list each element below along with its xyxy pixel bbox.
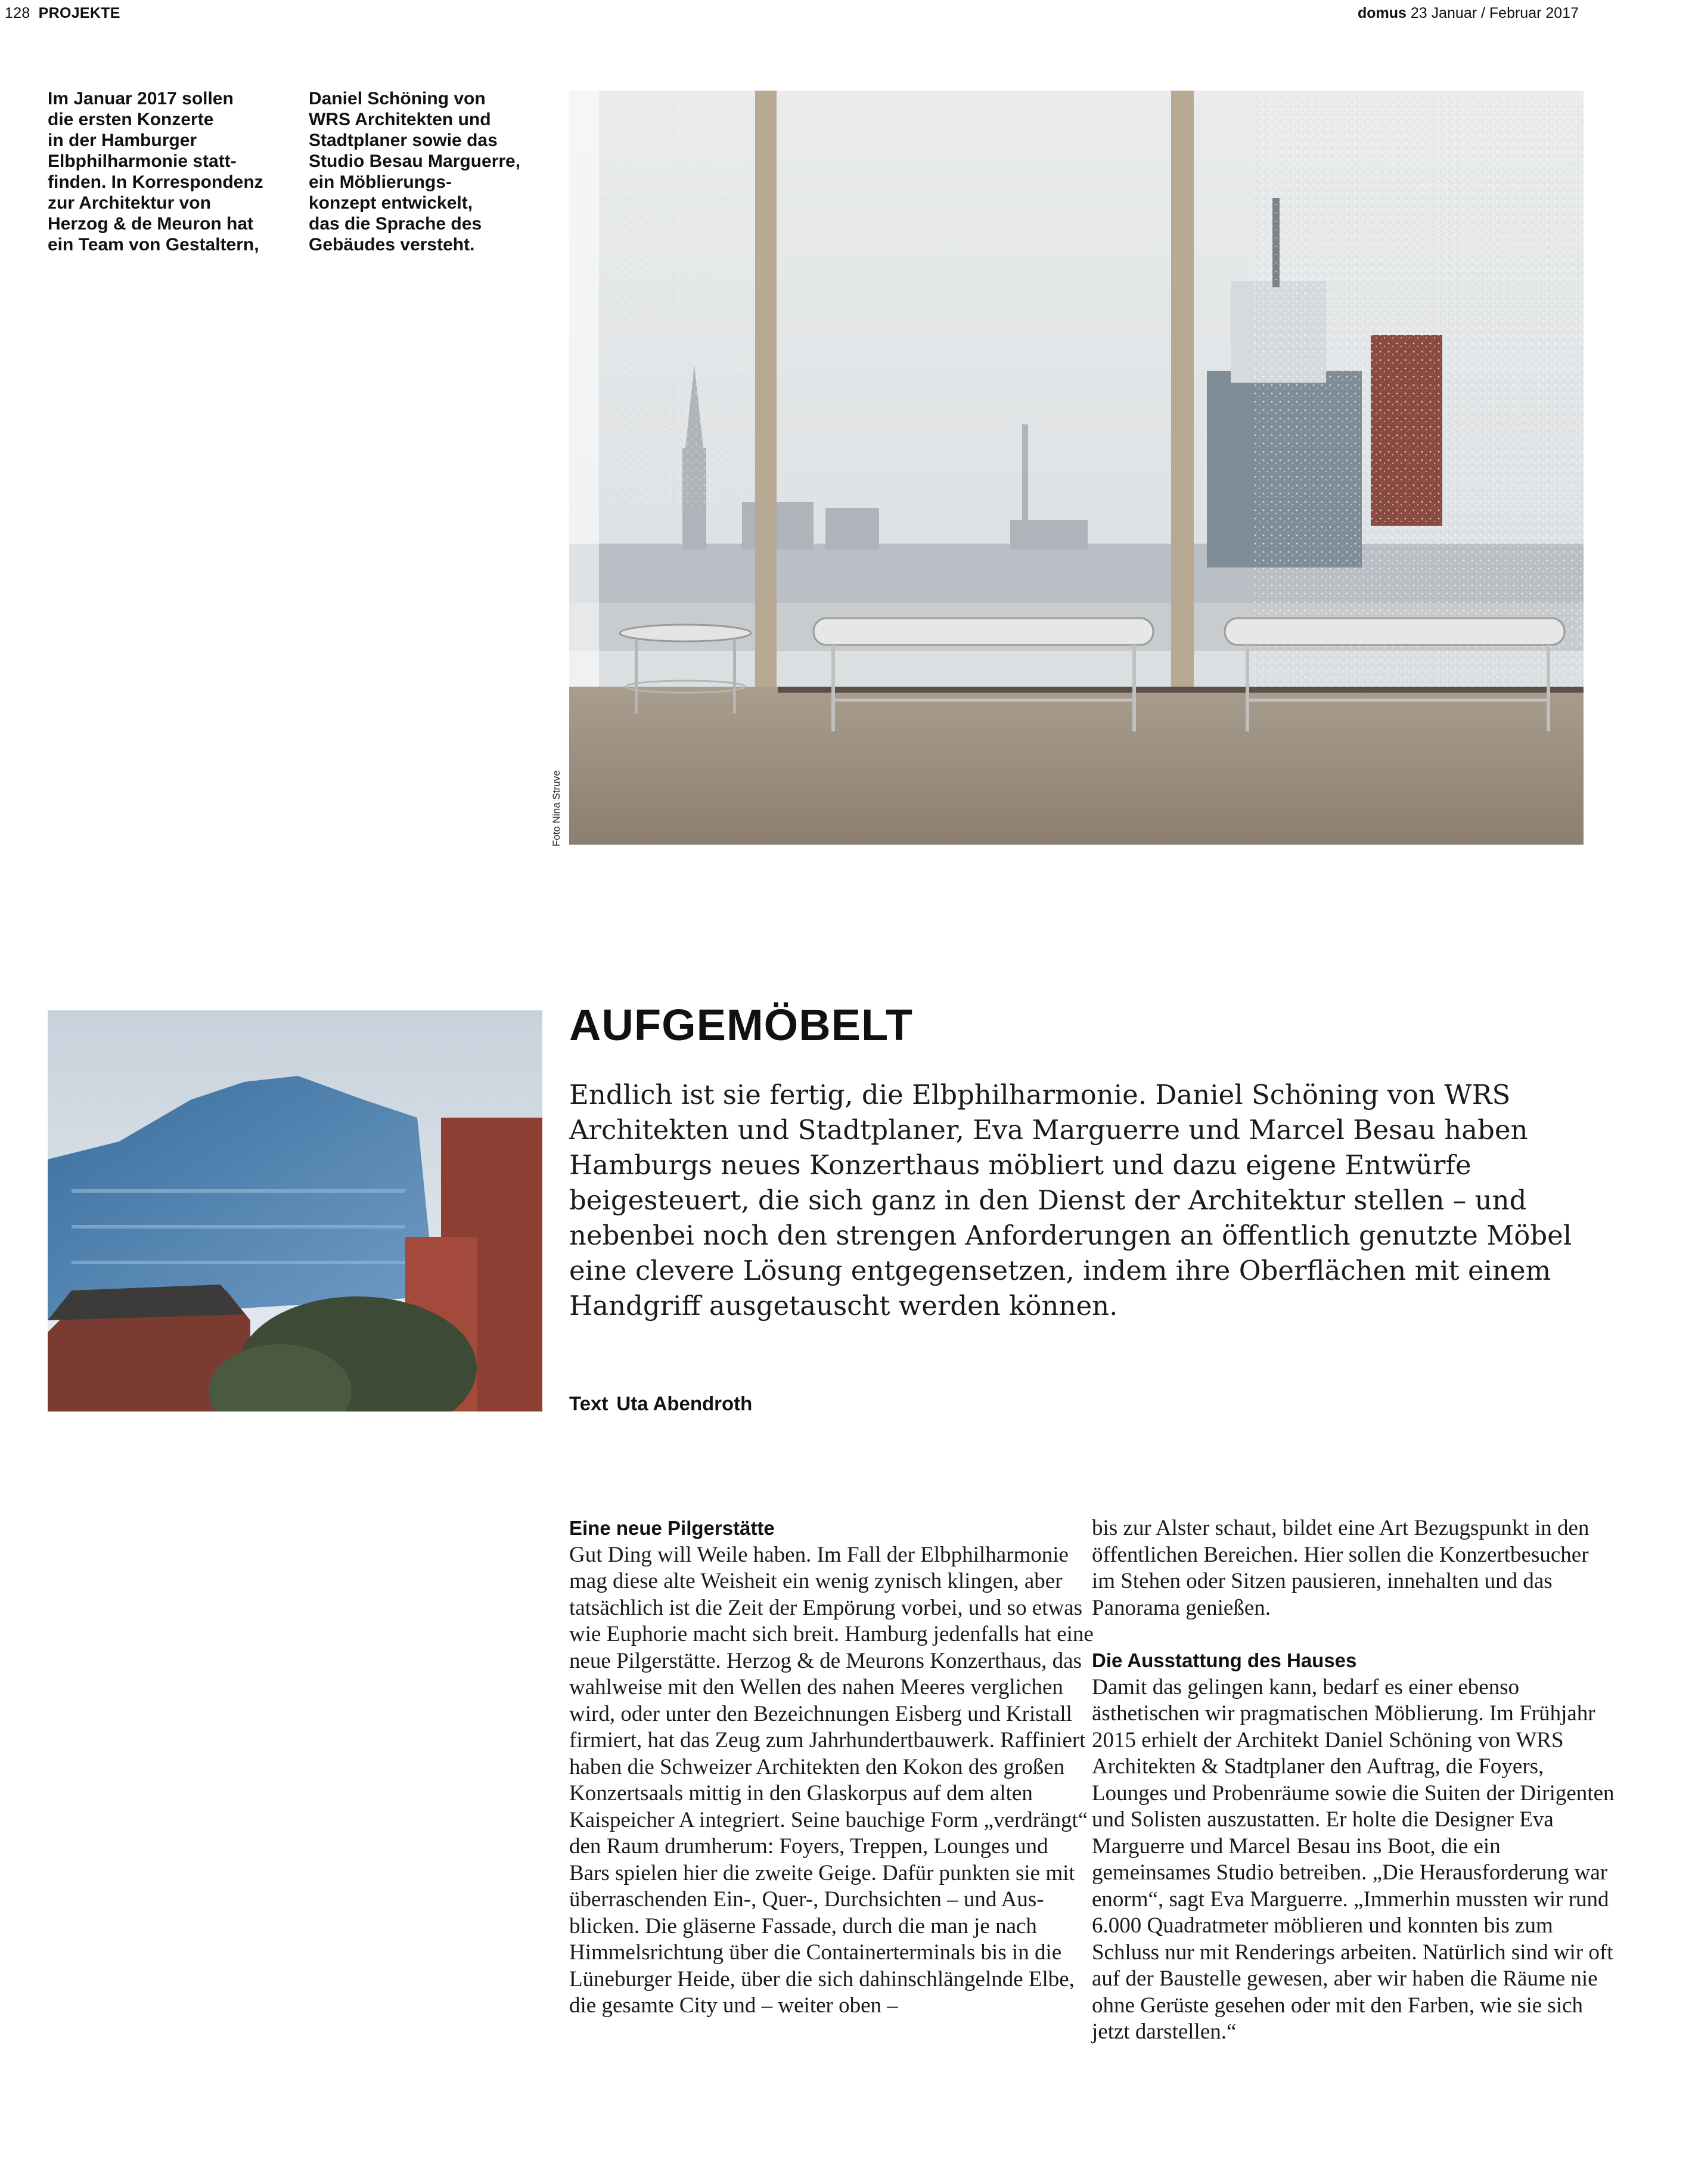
intro-column-2: Daniel Schöning von WRS Architekten und Stadtplaner sowie das Studio Besau Marguerre, ein Möblierungs- konzept entwickelt, das die Sprache des Gebäudes versteht.	[309, 89, 521, 255]
subheading-ausstattung: Die Ausstattung des Hauses	[1092, 1649, 1357, 1671]
body-column-2	[1092, 1515, 1616, 2046]
issue-date: 23 Januar / Februar 2017	[1410, 5, 1579, 21]
page-number: 128	[5, 5, 30, 21]
body-column-1	[569, 1515, 1094, 2019]
author-credit	[569, 1392, 752, 1415]
elbphilharmonie-photo	[48, 1010, 542, 1411]
paragraph: Damit das gelingen kann, bedarf es einer ebenso ästhetischen wir pragmatischen Möblierung. Im Frühjahr 2015 erhielt der Architekt Daniel Schöning von WRS Architekten & Stadtplaner den Auftrag, die Foyers, Lounges und Probenräume sowie die Suiten der Dirigenten und Solisten auszustatten. Er holte die Designer Eva Marguerre und Marcel Besau ins Boot, die ein gemeinsames Studio betreiben. „Die Herausforderung war enorm“, sagt Eva Marguerre. „Immerhin mussten wir rund 6.000 Quadratmeter möblieren und konnten bis zum Schluss nur mit Renderings arbeiten. Natürlich sind wir oft auf der Baustelle gewesen, aber wir haben die Räume nie ohne Gerüste gesehen oder mit den Farben, wie sie sich jetzt darstellen.“	[1092, 1674, 1615, 2044]
intro-column-1: Im Januar 2017 sollen die ersten Konzerte in der Hamburger Elbphilharmonie statt- finden. In Korrespondenz zur Architektur von Herzog & de Meuron hat ein Team von Gestaltern,	[48, 89, 263, 255]
credit-label: Text	[569, 1392, 609, 1414]
article-headline: AUFGEMÖBELT	[569, 1000, 913, 1050]
issue-line	[1358, 5, 1579, 22]
credit-author: Uta Abendroth	[616, 1392, 753, 1414]
paragraph: bis zur Alster schaut, bildet eine Art Bezugspunkt in den öffentlichen Bereichen. Hier sollen die Konzertbesucher im Stehen oder Sitzen pausieren, innehalten und das Panorama genießen.	[1092, 1516, 1589, 1620]
magazine-name: domus	[1357, 5, 1407, 21]
paragraph: Gut Ding will Weile haben. Im Fall der Elbphilharmonie mag diese alte Weisheit ein wenig zynisch klingen, aber tatsächlich ist die Zeit der Empörung vorbei, und so etwas wie Euphorie macht sich breit. Hamburg jedenfalls hat eine neue Pilgerstätte. Herzog & de Meurons Konzerthaus, das wahlweise mit den Wellen des nahen Meeres verglichen wird, oder unter den Bezeichnungen Eisberg und Kristall firmiert, hat das Zeug zum Jahrhundertbauwerk. Raffiniert haben die Schweizer Architekten den Kokon des großen Konzertsaals mittig in den Glaskorpus auf dem alten Kaispeicher A integriert. Seine bauchige Form „verdrängt“ den Raum drumherum: Foyers, Treppen, Lounges und Bars spielen hier die zweite Geige. Dafür punkten sie mit überraschenden Ein-, Quer-, Durchsichten – und Ausblicken. Die gläserne Fassade, durch die man je nach Himmelsrichtung über die Containerterminals bis in die Lüneburger Heide, über die sich dahinschlängelnde Elbe, die gesamte City und – weiter oben –	[569, 1542, 1094, 2018]
subheading-pilgerstaette: Eine neue Pilgerstätte	[569, 1517, 775, 1539]
photo-credit: Foto Nina Struve	[551, 770, 562, 846]
interior-photo	[569, 91, 1584, 845]
article-lead: Endlich ist sie fertig, die Elbphilharmonie. Daniel Schöning von WRS Architekten und Stadtplaner, Eva Marguerre und Marcel Besau haben Hamburgs neues Konzerthaus möbliert und dazu eigene Entwürfe beigesteuert, die sich ganz in den Dienst der Architektur stellen – und nebenbei noch den strengen Anforderungen an öffentlich genutzte Möbel eine clevere Lösung entgegensetzen, indem ihre Oberflächen mit einem Handgriff ausgetauscht werden können.	[569, 1079, 1572, 1321]
section-name: PROJEKTE	[38, 5, 120, 21]
running-head	[5, 5, 120, 22]
